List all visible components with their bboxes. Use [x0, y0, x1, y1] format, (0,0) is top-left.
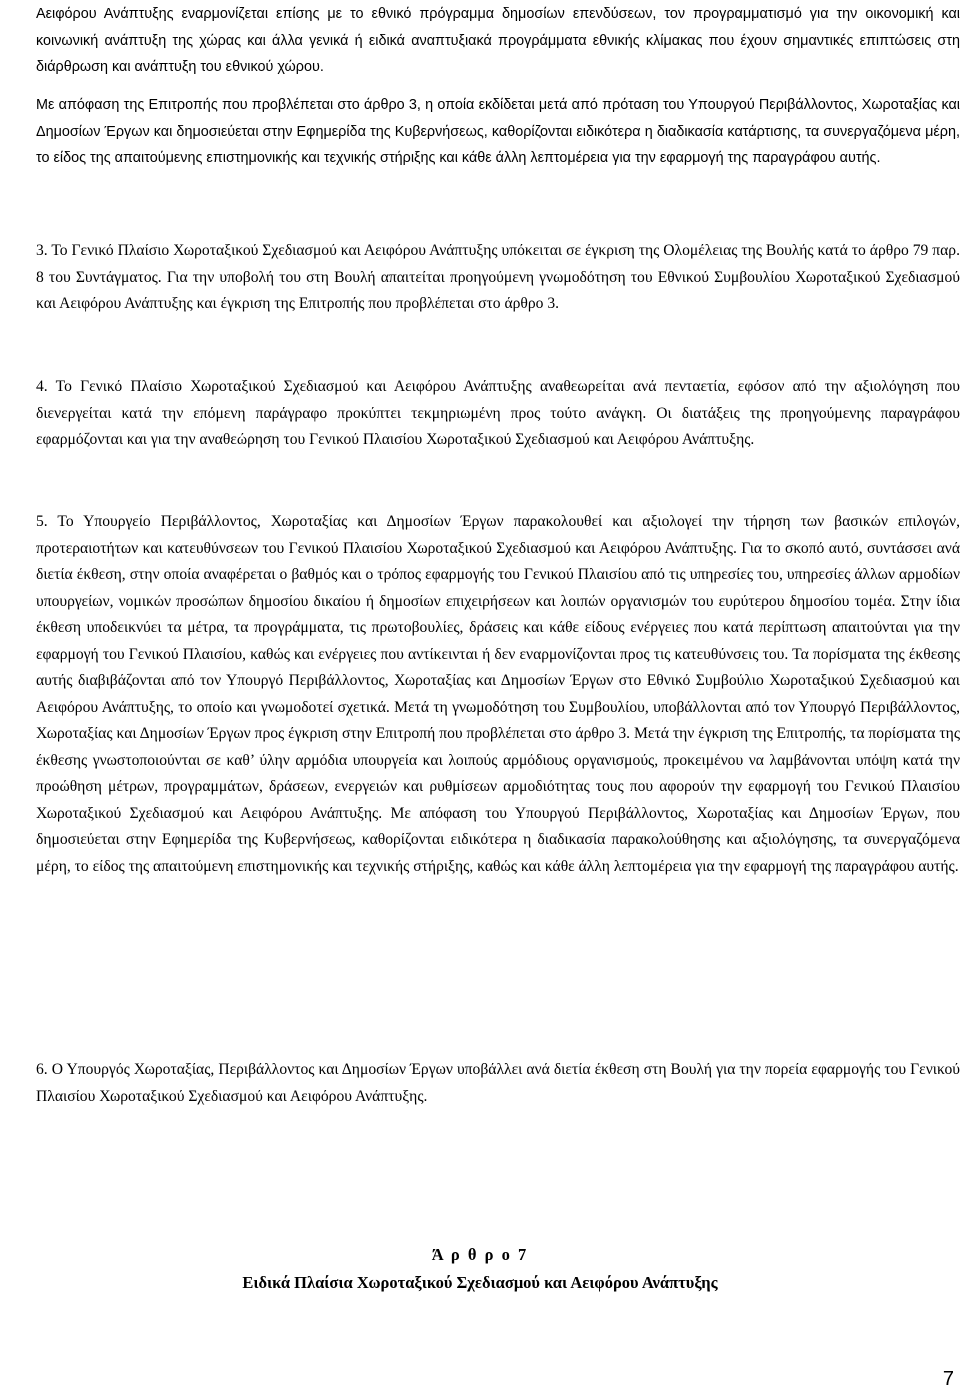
- paragraph-3: 3. Το Γενικό Πλαίσιο Χωροταξικού Σχεδιασμού και Αειφόρου Ανάπτυξης υπόκειται σε έγκριση της Ολομέλειας της Βουλής κατά το άρθρο 79 παρ. 8 του Συντάγματος. Για την υποβολή του στη Βουλή απαιτείται προηγούμενη γνωμοδότηση του Εθνικού Συμβουλίου Χωροταξικού Σχεδιασμού και Αειφόρου Ανάπτυξης και έγκριση της Επιτροπής που προβλέπεται στο άρθρο 3.: [36, 242, 960, 312]
- paragraph-4: 4. Το Γενικό Πλαίσιο Χωροταξικού Σχεδιασμού και Αειφόρου Ανάπτυξης αναθεωρείται ανά πενταετία, εφόσον από την αξιολόγηση που διενεργείται κατά την επόμενη παράγραφο προκύπτει τεκμηριωμένη προς τούτο ανάγκη. Οι διατάξεις της προηγούμενης παραγράφου εφαρμόζονται και για την αναθεώρηση του Γενικού Πλαισίου Χωροταξικού Σχεδιασμού και Αειφόρου Ανάπτυξης.: [36, 378, 960, 448]
- paragraph-continuation: Αειφόρου Ανάπτυξης εναρμονίζεται επίσης με το εθνικό πρόγραμμα δημοσίων επενδύσεων, τον προγραμματισμό για την οικονομική και κοινωνική ανάπτυξη της χώρας και άλλα γενικά ή ειδικά αναπτυξιακά προγράμματα εθνικής κλίμακας που έχουν σημαντικές επιπτώσεις στη διάρθρωση και ανάπτυξη του εθνικού χώρου.: [36, 6, 960, 75]
- article-subtitle: Ειδικά Πλαίσια Χωροταξικού Σχεδιασμού και Αειφόρου Ανάπτυξης: [242, 1273, 718, 1292]
- paragraph-6: 6. Ο Υπουργός Χωροταξίας, Περιβάλλοντος και Δημοσίων Έργων υποβάλλει ανά διετία έκθεση στη Βουλή για την πορεία εφαρμογής του Γενικού Πλαισίου Χωροταξικού Σχεδιασμού και Αειφόρου Ανάπτυξης.: [36, 1061, 960, 1105]
- paragraph-committee-decision: Με απόφαση της Επιτροπής που προβλέπεται στο άρθρο 3, η οποία εκδίδεται μετά από πρόταση του Υπουργού Περιβάλλοντος, Χωροταξίας και Δημοσίων Έργων και δημοσιεύεται στην Εφημερίδα της Κυβερνήσεως, καθορίζονται ειδικότερα η διαδικασία κατάρτισης, τα συνεργαζόμενα μέρη, το είδος της απαιτούμενης επιστημονικής και τεχνικής στήριξης και κάθε άλλη λεπτομέρεια για την εφαρμογή της παραγράφου αυτής.: [36, 97, 960, 166]
- article-title: Ά ρ θ ρ ο 7: [431, 1245, 529, 1264]
- paragraph-5: 5. Το Υπουργείο Περιβάλλοντος, Χωροταξίας και Δημοσίων Έργων παρακολουθεί και αξιολογεί την τήρηση των βασικών επιλογών, προτεραιοτήτων και κατευθύνσεων του Γενικού Πλαισίου Χωροταξικού Σχεδιασμού και Αειφόρου Ανάπτυξης. Για το σκοπό αυτό, συντάσσει ανά διετία έκθεση, στην οποία αναφέρεται ο βαθμός και ο τρόπος εφαρμογής του Γενικού Πλαισίου από τις υπηρεσίες του, υπηρεσίες άλλων αρμοδίων υπουργείων, νομικών προσώπων δημοσίου δικαίου ή δημοσίων επιχειρήσεων και λοιπών οργανισμών του ευρύτερου δημοσίου τομέα. Στην ίδια έκθεση υποδεικνύει τα μέτρα, τα προγράμματα, τις πρωτοβουλίες, δράσεις και κάθε είδους ενέργειες που κατά περίπτωση απαιτούνται για την εφαρμογή του Γενικού Πλαισίου, καθώς και ενέργειες που αντίκεινται ή δεν εναρμονίζονται προς τις κατευθύνσεις του. Τα πορίσματα της έκθεσης αυτής διαβιβάζονται από τον Υπουργό Περιβάλλοντος, Χωροταξίας και Δημοσίων Έργων στο Εθνικό Συμβούλιο Χωροταξικού Σχεδιασμού και Αειφόρου Ανάπτυξης, το οποίο και γνωμοδοτεί σχετικά. Μετά τη γνωμοδότηση του Συμβουλίου, υποβάλλονται από τον Υπουργό Περιβάλλοντος, Χωροταξίας και Δημοσίων Έργων προς έγκριση στην Επιτροπή που προβλέπεται στο άρθρο 3. Μετά την έγκριση της Επιτροπής, τα πορίσματα της έκθεσης γνωστοποιούνται σε καθ’ ύλην αρμόδια υπουργεία και λοιπούς αρμόδιους οργανισμούς, προκειμένου να λαμβάνονται υπόψη κατά την προώθηση μέτρων, προγραμμάτων, δράσεων, ενεργειών και ρυθμίσεων αρμοδιότητας τους που αφορούν την εφαρμογή του Γενικού Πλαισίου Χωροταξικού Σχεδιασμού και Αειφόρου Ανάπτυξης. Με απόφαση του Υπουργού Περιβάλλοντος, Χωροταξίας και Δημοσίων Έργων, που δημοσιεύεται στην Εφημερίδα της Κυβερνήσεως, καθορίζονται ειδικότερα η διαδικασία παρακολούθησης και αξιολόγησης, τα συνεργαζόμενα μέρη, το είδος της απαιτούμενη επιστημονικής και τεχνικής στήριξης, καθώς και κάθε άλλη λεπτομέρεια για την εφαρμογή της παραγράφου αυτής.: [36, 513, 960, 875]
- page-number: 7: [942, 1368, 954, 1390]
